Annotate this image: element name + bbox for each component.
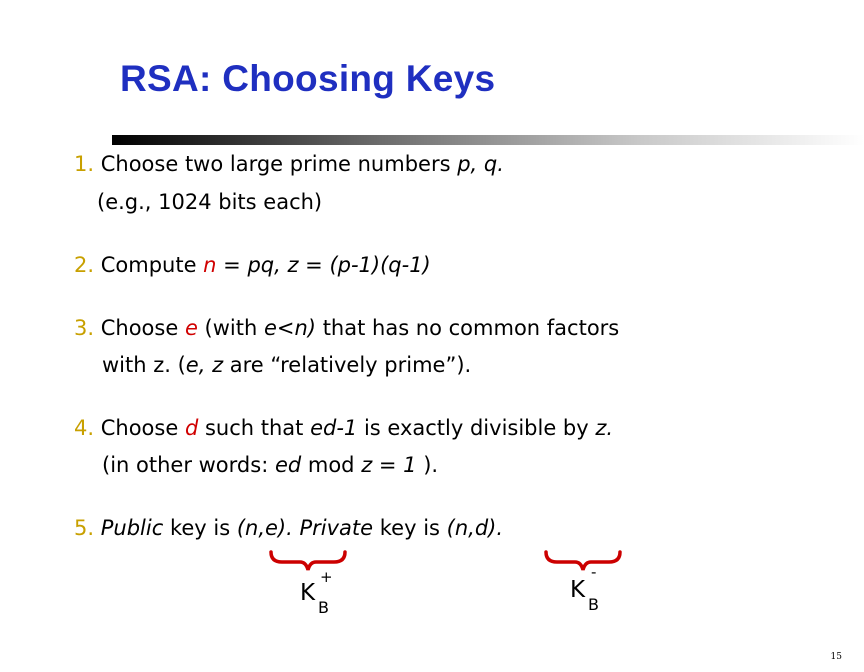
page-title: RSA: Choosing Keys <box>120 58 496 99</box>
step-4-rest: is exactly divisible by <box>357 416 596 440</box>
step-5-public: Public <box>100 516 164 540</box>
step-3-text: Choose <box>100 316 185 340</box>
step-4-d: d <box>184 416 199 440</box>
step-4-line-2 <box>102 453 438 477</box>
step-5-key-is: key is <box>163 516 237 540</box>
step-3 <box>74 316 619 340</box>
step-5-ne: (n,e). <box>236 516 293 540</box>
step-2-eq: = <box>216 253 248 277</box>
step-4-text: Choose <box>100 416 185 440</box>
step-1-number: 1. <box>74 152 95 176</box>
step-4-line-2c: mod <box>301 453 362 477</box>
public-key-sup: + <box>320 568 333 586</box>
step-4-line-2e: ). <box>416 453 439 477</box>
step-3-line-2 <box>102 353 471 377</box>
step-5 <box>74 516 503 540</box>
step-3-number: 3. <box>74 316 95 340</box>
step-2-number: 2. <box>74 253 95 277</box>
step-3-cond: e<n) <box>263 316 317 340</box>
step-5-private: Private <box>299 516 374 540</box>
step-3-line-2b: e, z <box>185 353 224 377</box>
step-4-line-2b: ed <box>274 453 302 477</box>
public-key-sub: B <box>318 598 329 617</box>
step-1 <box>74 152 504 176</box>
page-number: 15 <box>830 652 842 662</box>
step-3-rest: that has no common factors <box>316 316 620 340</box>
step-1-text: Choose two large prime numbers <box>100 152 458 176</box>
step-4 <box>74 416 613 440</box>
step-4-line-2d: z = 1 <box>361 453 417 477</box>
step-3-line-2c: are “relatively prime”). <box>223 353 472 377</box>
private-key-brace-icon <box>543 548 623 572</box>
step-3-line-2a: with z. ( <box>102 353 186 377</box>
private-key-sup: - <box>591 563 597 581</box>
private-key-base: K <box>570 577 586 603</box>
public-key-base: K <box>300 580 316 606</box>
step-1-line-2: (e.g., 1024 bits each) <box>97 190 323 214</box>
step-4-ed1: ed-1 <box>310 416 358 440</box>
step-3-with: (with <box>197 316 264 340</box>
step-5-key-is-2: key is <box>373 516 447 540</box>
step-1-pq: p, q. <box>457 152 504 176</box>
public-key-brace-icon <box>268 548 348 572</box>
step-5-nd: (n,d). <box>446 516 504 540</box>
step-4-line-2a: (in other words: <box>102 453 275 477</box>
step-4-such: such that <box>198 416 311 440</box>
step-2-formula: (p-1)(q-1) <box>329 253 431 277</box>
step-4-number: 4. <box>74 416 95 440</box>
private-key-sub: B <box>588 595 599 614</box>
step-2-eq-2: = <box>298 253 330 277</box>
step-2-pq-z: pq, z <box>247 253 299 277</box>
step-2-n: n <box>203 253 217 277</box>
step-3-e: e <box>184 316 198 340</box>
step-4-z: z. <box>595 416 614 440</box>
title-underline-bar <box>112 135 864 145</box>
step-2 <box>74 253 431 277</box>
step-2-text: Compute <box>100 253 204 277</box>
step-5-number: 5. <box>74 516 95 540</box>
